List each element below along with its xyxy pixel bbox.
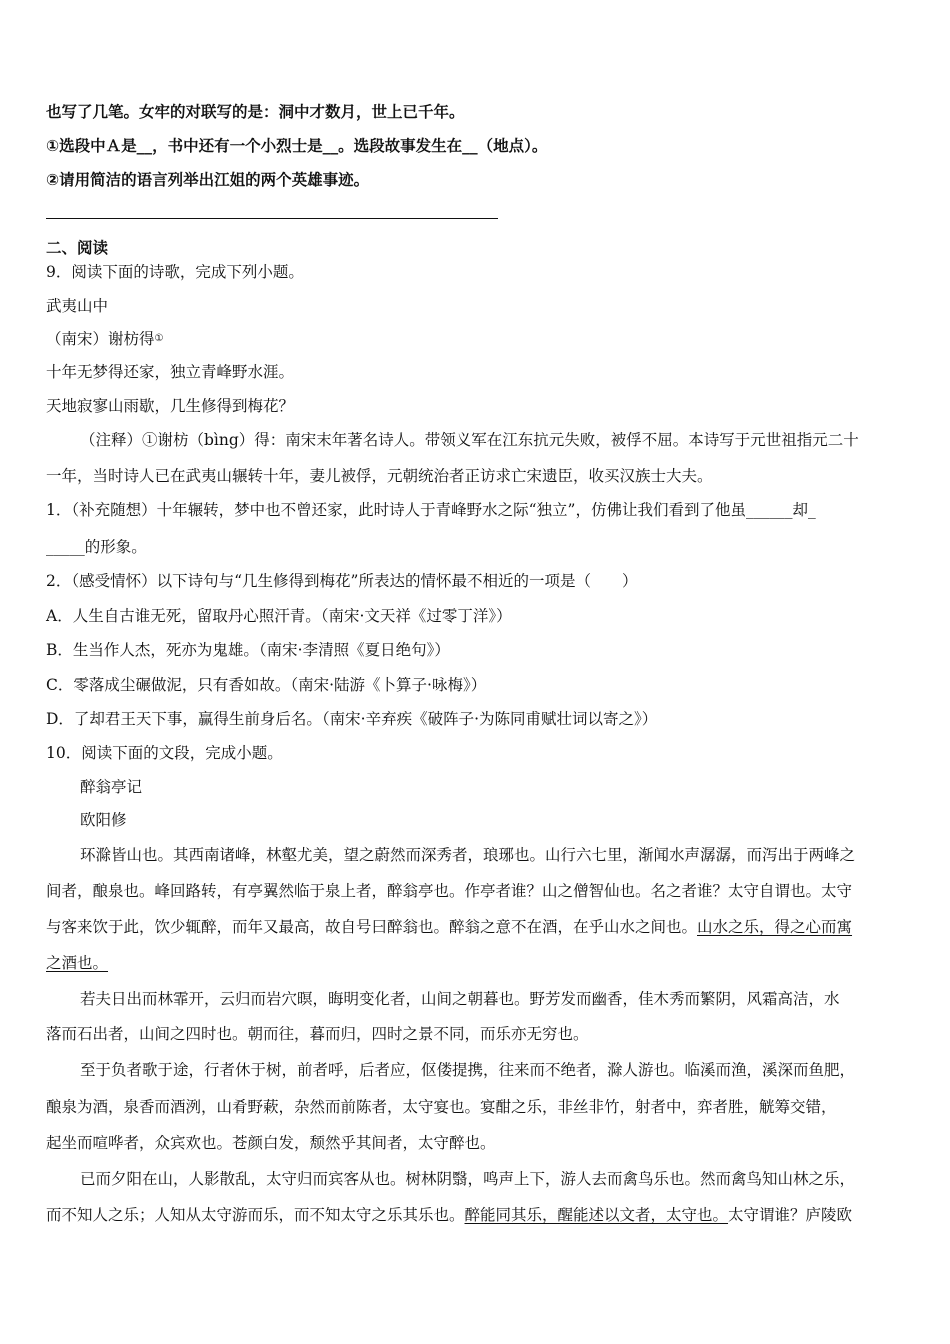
essay-paragraph-line: 酿泉为酒，泉香而酒洌，山肴野蔌，杂然而前陈者，太守宴也。宴酣之乐，非丝非竹，射者中，弈者胜，觥筹交错， (46, 1098, 837, 1116)
essay-paragraph-line (46, 917, 852, 937)
essay-paragraph-line: 环滁皆山也。其西南诸峰，林壑尤美，望之蔚然而深秀者，琅琊也。山行六七里，渐闻水声潺潺，而泻出于两峰之 (80, 846, 856, 864)
question-9-intro: 9．阅读下面的诗歌，完成下列小题。 (46, 263, 304, 281)
essay-author: 欧阳修 (80, 811, 127, 829)
essay-paragraph-line: 间者，酿泉也。峰回路转，有亭翼然临于泉上者，醉翁亭也。作亭者谁？山之僧智仙也。名之者谁？太守自谓也。太守 (46, 882, 853, 900)
poem-note: （注释）①谢枋（bìng）得：南宋末年著名诗人。带领义军在江东抗元失败，被俘不屈。本诗写于元世祖指元二十 (80, 431, 859, 449)
sub-question-2: 2．（感受情怀）以下诗句与“几生修得到梅花”所表达的情怀最不相近的一项是（ ） (46, 572, 638, 590)
underlined-sentence: 醉能同其乐，醒能述以文者，太守也。 (464, 1206, 729, 1224)
essay-paragraph-line: 若夫日出而林霏开，云归而岩穴暝，晦明变化者，山间之朝暮也。野芳发而幽香，佳木秀而繁阴，风霜高洁，水 (80, 990, 840, 1008)
poem-author-text: （南宋）谢枋得 (46, 330, 155, 348)
underlined-sentence: 山水之乐，得之心而寓 (697, 918, 853, 936)
poem-author (46, 329, 163, 349)
question-1: ①选段中Ａ是__，书中还有一个小烈士是__。选段故事发生在__（地点）。 (46, 137, 548, 155)
poem-line: 十年无梦得还家，独立青峰野水涯。 (46, 363, 295, 381)
option-b: B．生当作人杰，死亦为鬼雄。（南宋·李清照《夏日绝句》） (46, 641, 450, 659)
question-10-intro: 10．阅读下面的文段，完成小题。 (46, 744, 283, 762)
underlined-sentence-cont: 之酒也。 (46, 954, 109, 972)
essay-text: 而不知人之乐；人知从太守游而乐，而不知太守之乐其乐也。 (46, 1206, 465, 1224)
option-d: D．了却君王天下事，赢得生前身后名。（南宋·辛弃疾《破阵子·为陈同甫赋壮词以寄之》） (46, 710, 658, 728)
essay-paragraph-line (46, 1205, 852, 1225)
poem-title: 武夷山中 (46, 297, 109, 315)
essay-paragraph-line: 已而夕阳在山，人影散乱，太守归而宾客从也。树林阴翳，鸣声上下，游人去而禽鸟乐也。然而禽鸟知山林之乐， (80, 1170, 856, 1188)
essay-paragraph-line: 至于负者歌于途，行者休于树，前者呼，后者应，伛偻提携，往来而不绝者，滁人游也。临溪而渔，溪深而鱼肥， (80, 1061, 856, 1079)
essay-paragraph-line: 落而石出者，山间之四时也。朝而往，暮而归，四时之景不同，而乐亦无穷也。 (46, 1025, 589, 1043)
poem-note: 一年，当时诗人已在武夷山辗转十年，妻儿被俘，元朝统治者正访求亡宋遗臣，收买汉族士大夫。 (46, 467, 713, 485)
option-c: C．零落成尘碾做泥，只有香如故。（南宋·陆游《卜算子·咏梅》） (46, 676, 487, 694)
sub-question-1: 1．（补充随想）十年辗转，梦中也不曾还家，此时诗人于青峰野水之际“独立”，仿佛让我们看到了他虽______却_ (46, 501, 816, 519)
text-line: 也写了几笔。女牢的对联写的是：洞中才数月，世上已千年。 (46, 103, 465, 121)
poem-line: 天地寂寥山雨歇，几生修得到梅花？ (46, 397, 295, 415)
essay-text: 太守谓谁？庐陵欧 (728, 1206, 853, 1224)
essay-paragraph-line: 起坐而喧哗者，众宾欢也。苍颜白发，颓然乎其间者，太守醉也。 (46, 1134, 496, 1152)
question-2: ②请用简洁的语言列举出江姐的两个英雄事迹。 (46, 171, 370, 189)
sub-question-1-cont: _____的形象。 (46, 538, 147, 556)
essay-title: 醉翁亭记 (80, 778, 143, 796)
option-a: A．人生自古谁无死，留取丹心照汗青。（南宋·文天祥《过零丁洋》） (46, 607, 512, 625)
essay-text: 与客来饮于此，饮少辄醉，而年又最高，故自号曰醉翁也。醉翁之意不在酒，在乎山水之间也。 (46, 918, 698, 936)
footnote-mark: ① (154, 333, 164, 344)
answer-line (46, 218, 498, 219)
section-heading: 二、阅读 (46, 239, 109, 257)
